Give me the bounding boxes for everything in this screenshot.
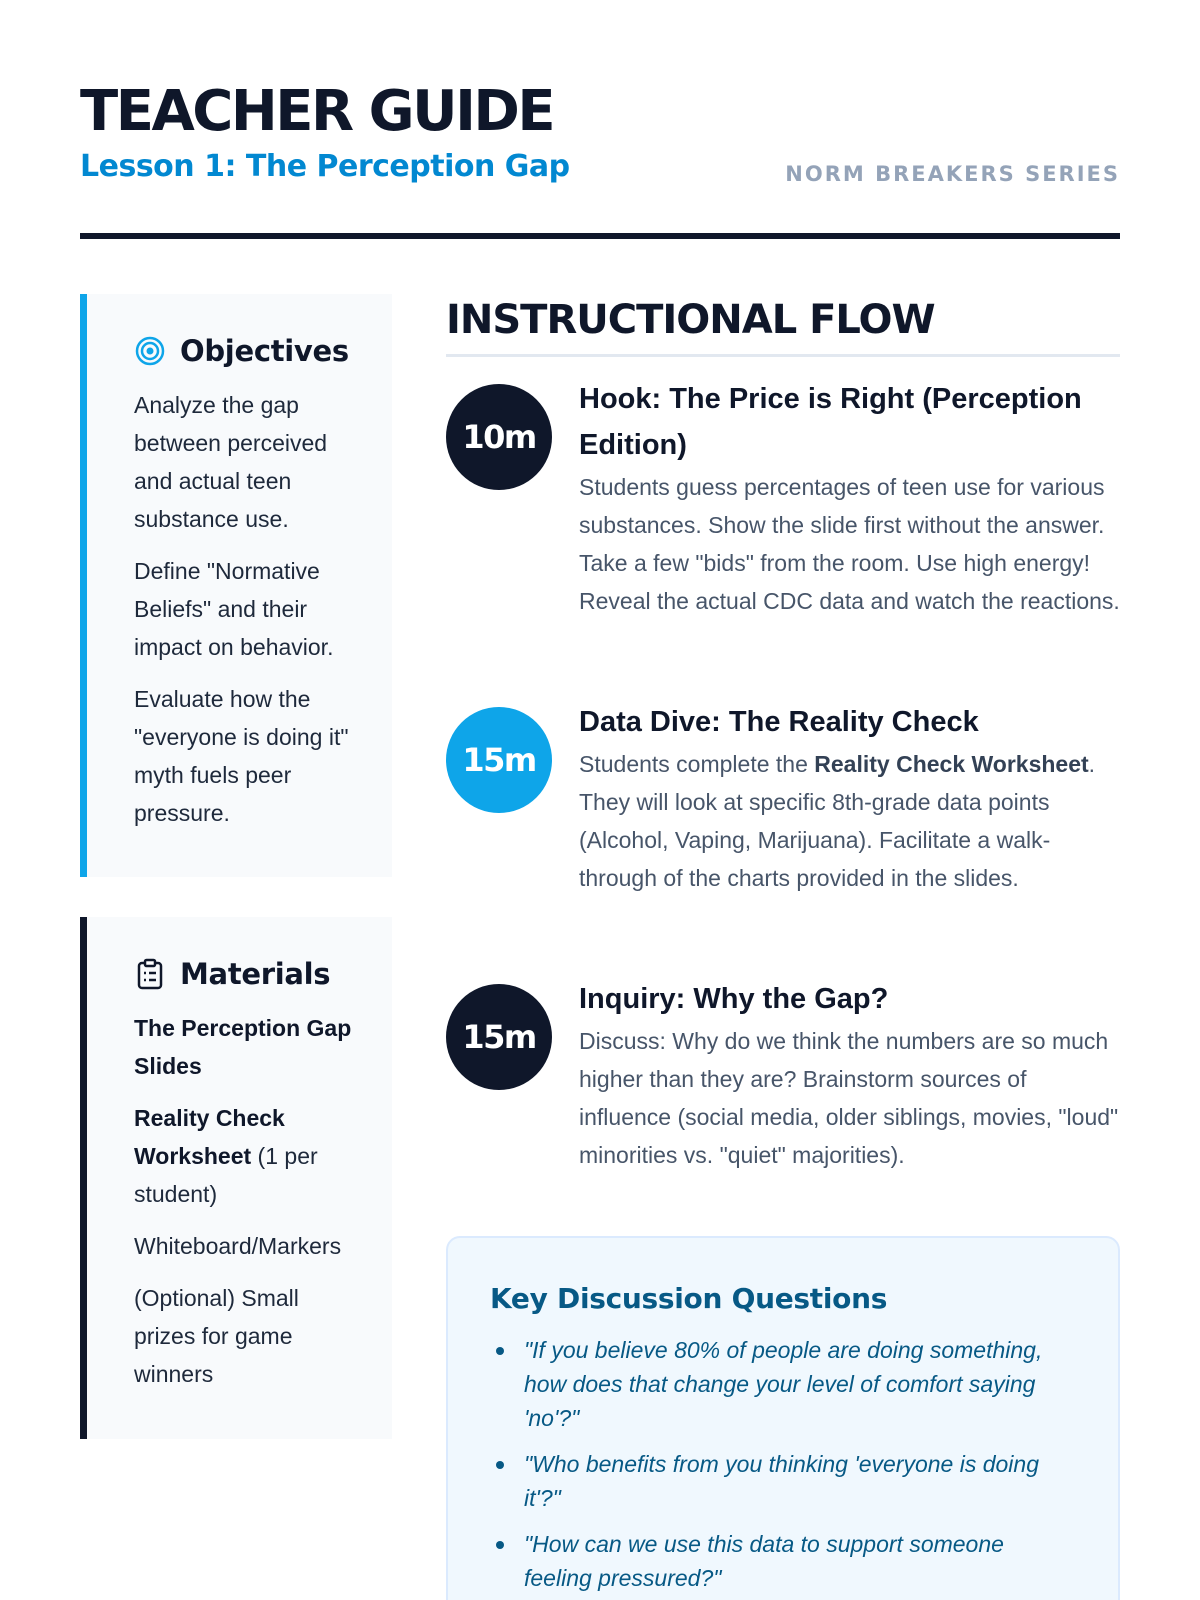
- question-item: "If you believe 80% of people are doing something, how does that change your level of comfort saying 'no'?": [490, 1333, 1076, 1435]
- material-item: Whiteboard/Markers: [134, 1233, 342, 1259]
- materials-header: [134, 957, 362, 991]
- step-body: [579, 384, 1120, 620]
- bullet-icon: [496, 1347, 504, 1355]
- flow-title: INSTRUCTIONAL FLOW: [446, 297, 935, 343]
- objective-item: Define "Normative Beliefs" and their impact on behavior.: [134, 558, 334, 660]
- step-body: [579, 707, 1120, 897]
- objectives-card: [80, 294, 392, 877]
- step-title: Inquiry: Why the Gap?: [579, 983, 889, 1015]
- clipboard-icon: [134, 958, 166, 990]
- question-item: "Who benefits from you thinking 'everyone is doing it'?": [490, 1447, 1076, 1515]
- question-item: "How can we use this data to support someone feeling pressured?": [490, 1527, 1076, 1595]
- page-title: TEACHER GUIDE: [80, 79, 554, 144]
- key-questions-heading: Key Discussion Questions: [490, 1282, 888, 1315]
- series-label: NORM BREAKERS SERIES: [785, 162, 1120, 186]
- step-description: Students guess percentages of teen use for various substances. Show the slide first without the answer. Take a few "bids" from the room. Use high energy! Reveal the actual CDC data and watch the reactions.: [579, 474, 1120, 614]
- flow-divider: [446, 354, 1120, 357]
- bullet-icon: [496, 1541, 504, 1549]
- objective-item: Evaluate how the "everyone is doing it" myth fuels peer pressure.: [134, 686, 349, 826]
- lesson-subtitle: Lesson 1: The Perception Gap: [80, 149, 570, 184]
- step-description: Students complete the Reality Check Worksheet. They will look at specific 8th-grade data points (Alcohol, Vaping, Marijuana). Facilitate a walk-through of the charts provided in the slides.: [579, 751, 1096, 891]
- key-questions-list: [490, 1333, 1076, 1595]
- step-title: Data Dive: The Reality Check: [579, 706, 979, 738]
- materials-heading: Materials: [180, 957, 331, 991]
- bullet-icon: [496, 1461, 504, 1469]
- target-icon: [134, 335, 166, 367]
- material-item: The Perception Gap Slides: [134, 1015, 352, 1079]
- step-body: [579, 984, 1120, 1174]
- materials-card: [80, 917, 392, 1439]
- time-badge: 15m: [446, 984, 552, 1090]
- material-item: (Optional) Small prizes for game winners: [134, 1285, 299, 1387]
- step-description: Discuss: Why do we think the numbers are so much higher than they are? Brainstorm sources of influence (social media, older siblings, movies, "loud" minorities vs. "quiet" majorities).: [579, 1028, 1119, 1168]
- objectives-heading: Objectives: [180, 334, 349, 368]
- time-badge: 10m: [446, 384, 552, 490]
- step-title: Hook: The Price is Right (Perception Edition): [579, 383, 1082, 461]
- header-divider: [80, 233, 1120, 239]
- objectives-header: [134, 334, 362, 368]
- objective-item: Analyze the gap between perceived and actual teen substance use.: [134, 392, 328, 532]
- time-badge: 15m: [446, 707, 552, 813]
- material-item: Reality Check Worksheet (1 per student): [134, 1105, 318, 1207]
- key-questions-box: [446, 1236, 1120, 1600]
